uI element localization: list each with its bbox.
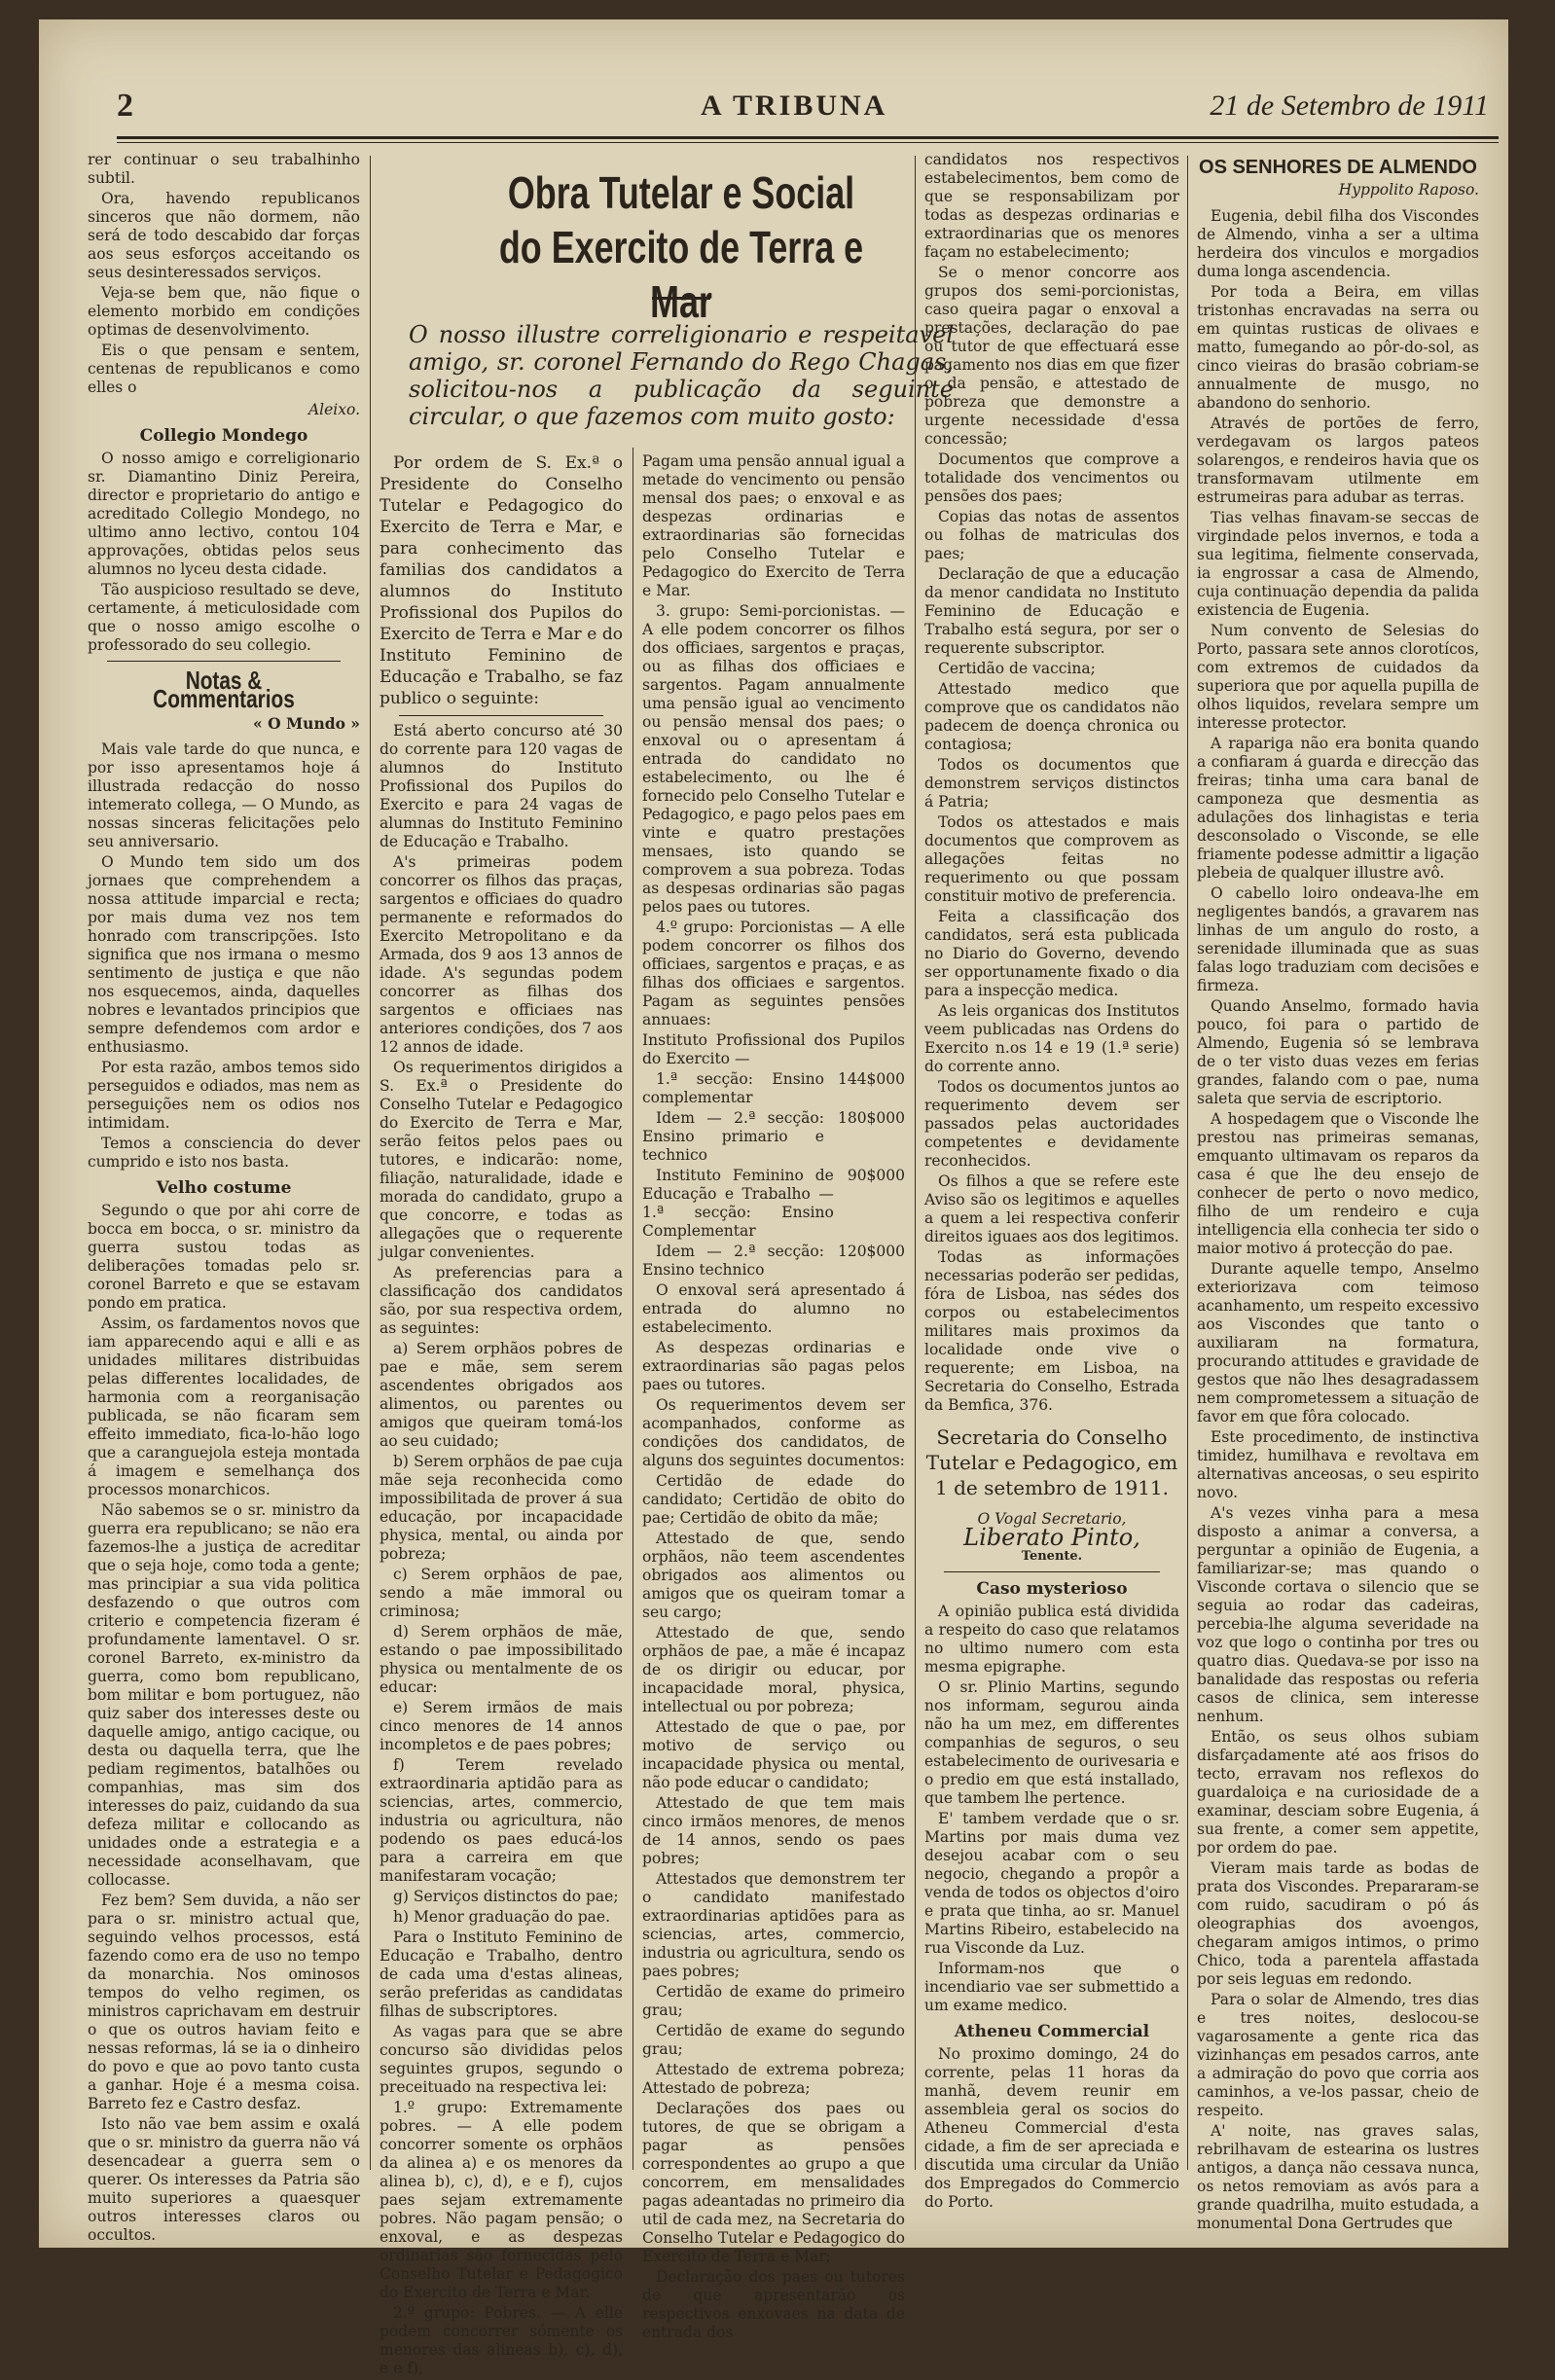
headline-ornament — [652, 297, 710, 300]
paragraph: 3. grupo: Semi-porcionistas. — A elle podem concorrer os filhos dos officiaes, sargentos e praças, ou as filhas dos officiaes e sargentos. Pagam annualmente uma pensão igual ao vencimento ou pensão mensal dos paes; o enxoval ou o apresentam á entrada do candidato no estabelecimento, ou lhe é fornecido pelo Conselho Tutelar e Pedagogico, e pago pelos paes em vinte e quatro prestações mensaes, isto quando se comprovem a sua pobreza. Todas as despesas ordinarias são pagas pelos paes ou tutores. — [642, 602, 905, 916]
author-byline: Hyppolito Raposo. — [1338, 181, 1479, 198]
paragraph: Por ordem de S. Ex.ª o Presidente do Conselho Tutelar e Pedagogico do Exercito de Terra e Mar, e para conhecimento das familias dos candidatos a alumnos do Instituto Profissional dos Pupilos do Exercito de Terra e Mar e do Instituto Feminino de Educação e Trabalho, se faz publico o seguinte: — [380, 453, 623, 708]
paragraph: Durante aquelle tempo, Anselmo exteriorizava com teimoso acanhamento, um respeito excessivo aos Viscondes que tanto o auxiliaram na formatura, procurando attitudes e gravidade de gestos que não lhes desagradassem nem comprometessem a situação de favor em que fôra colocado. — [1197, 1260, 1479, 1425]
paragraph: candidatos nos respectivos estabelecimentos, bem como de que se responsabilizam por todas as despezas ordinarias e extraordinarias que os menores façam no estabelecimento; — [924, 151, 1179, 261]
section-heading: Caso mysterioso — [976, 1579, 1128, 1599]
paragraph: A rapariga não era bonita quando a confiaram á guarda e direcção das freiras; tinha uma cara banal de camponeza que desmentia as adulações dos linhagistas e teria desconsolado o Visconde, se elle friamente podesse admittir a ligação plebeia de qualquer illustre avô. — [1197, 735, 1479, 882]
paragraph: A' noite, nas graves salas, rebrilhavam de estearina os lustres antigos, a dança não cessava nunca, os netos removiam as avós para a grande quadrilha, muito estudada, a monumental Dona Gertrudes que — [1197, 2122, 1479, 2232]
paragraph: A's vezes vinha para a mesa disposto a animar a conversa, a perguntar a opinião de Eugenia, a familiarizar-se; mas quando o Visconde cortava o silencio que se seguia ao rodar das cadeiras, percebia-lhe alguma severidade na voz que logo o continha por tres ou quatro dias. Quedava-se por isso na banalidade das respostas ou referia casos de clinica, sem interesse nenhum. — [1197, 1504, 1479, 1725]
divider — [944, 1571, 1160, 1572]
paragraph: Temos a consciencia do dever cumprido e isto nos basta. — [88, 1135, 360, 1171]
paragraph: As leis organicas dos Institutos veem publicadas nas Ordens do Exercito n.os 14 e 19 (1.ª serie) do corrente anno. — [924, 1002, 1179, 1075]
paragraph: O nosso amigo e correligionario sr. Diamantino Diniz Pereira, director e proprietario do antigo e acreditado Collegio Mondego, no ultimo anno lectivo, contou 104 approvações, obtidas pelos seus alumnos no lyceu desta cidade. — [88, 450, 360, 578]
paragraph: Todos os documentos juntos ao requerimento devem ser passados pelas auctoridades competentes e devidamente reconhecidos. — [924, 1078, 1179, 1170]
paragraph: d) Serem orphãos de mãe, estando o pae impossibilitado physica ou mentalmente de os educar: — [380, 1623, 623, 1696]
paragraph: O enxoval será apresentado á entrada do alumno no estabelecimento. — [642, 1281, 905, 1336]
paragraph: Copias das notas de assentos ou folhas de matriculas dos paes; — [924, 508, 1179, 562]
issue-date: 21 de Setembro de 1911 — [1210, 90, 1489, 122]
paragraph: No proximo domingo, 24 do corrente, pelas 11 horas da manhã, devem reunir em assembleia geral os socios do Atheneu Commercial d'esta cidade, a fim de ser apreciada e discutida uma circular da União dos Empregados do Commercio do Porto. — [924, 2045, 1179, 2211]
paragraph: e) Serem irmãos de mais cinco menores de 14 annos incompletos e de paes pobres; — [380, 1699, 623, 1753]
paragraph: Attestados que demonstrem ter o candidato manifestado extraordinarias aptidões para as sciencias, artes, commercio, industria ou agricultura, sendo os paes pobres; — [642, 1870, 905, 1980]
paragraph: A opinião publica está dividida a respeito do caso que relatamos no ultimo numero com esta mesma epigraphe. — [924, 1603, 1179, 1676]
paragraph: Eugenia, debil filha dos Viscondes de Almendo, vinha a ser a ultima herdeira dos vinculos e morgadios duma longa ascendencia. — [1197, 207, 1479, 280]
paragraph: Attestado de que o pae, por motivo de serviço ou incapacidade physica ou mental, não pode educar o candidato; — [642, 1718, 905, 1791]
paragraph: h) Menor graduação do pae. — [393, 1908, 610, 1926]
column-divider — [370, 156, 371, 2170]
signer-role: O Vogal Secretario, — [977, 1510, 1127, 1528]
headline-line-1: Obra Tutelar e Social — [507, 167, 855, 218]
paragraph: 2.º grupo: Pobres. — A elle podem concorrer sómente os menores das alineas b), c), d), e e f), — [380, 2304, 623, 2377]
pension-row: Instituto Feminino de Educação e Trabalho — 1.ª secção: Ensino Complementar 90$000 — [642, 1167, 905, 1240]
paragraph: Este procedimento, de instinctiva timidez, humilhava e revoltava em alternativas anceosas, o seu espirito novo. — [1197, 1428, 1479, 1501]
paragraph: Ora, havendo republicanos sinceros que não dormem, não será de todo descabido dar forças aos seus esforços acceitando os seus desinteressados serviços. — [88, 190, 360, 281]
paragraph: Attestado medico que comprove que os candidatos não padecem de doença chronica ou contagiosa; — [924, 680, 1179, 753]
feuilleton-title: OS SENHORES DE ALMENDO — [1199, 157, 1477, 178]
paragraph: As despezas ordinarias e extraordinarias são pagas pelos paes ou tutores. — [642, 1339, 905, 1393]
paragraph: b) Serem orphãos de pae cuja mãe seja reconhecida como impossibilitada de prover á sua educação, por incapacidade physica, mental, ou ainda por pobreza; — [380, 1453, 623, 1563]
paragraph: Se o menor concorre aos grupos dos semi-porcionistas, caso queira pagar o enxoval a prestações, declaração do pae ou tutor de que effectuará esse pagamento nos dias em que fizer o da pensão, e attestado de pobreza que demonstre a urgente necessidade d'essa concessão; — [924, 264, 1179, 448]
masthead-rule-thin — [117, 142, 1499, 143]
paragraph: a) Serem orphãos pobres de pae e mãe, sem serem ascendentes obrigados aos alimentos, ou parentes ou amigos que queiram tomá-los ao seu cuidado; — [380, 1340, 623, 1450]
paragraph: f) Terem revelado extraordinaria aptidão para as sciencias, artes, commercio, industria ou agricultura, não podendo os paes educá-los para a carreira em que manifestaram vocação; — [380, 1756, 623, 1885]
paragraph: Informam-nos que o incendiario vae ser submettido a um exame medico. — [924, 1960, 1179, 2014]
paragraph: Tias velhas finavam-se seccas de virgindade pelos invernos, e toda a sua legitima, fielmente conservada, ia engrossar a casa de Almendo, cuja continuação dependia da palida existencia de Eugenia. — [1197, 509, 1479, 619]
headline-intro: O nosso illustre correligionario e respeitavel amigo, sr. coronel Fernando do Rego Chagas, solicitou-nos a publicação da seguinte circular, o que fazemos com muito gosto: — [409, 321, 954, 430]
paragraph: Isto não vae bem assim e oxalá que o sr. ministro da guerra não vá desencadear a guerra sem o querer. Os interesses da Patria são muito superiores a quaesquer outros interesses claros ou occultos. — [88, 2115, 360, 2244]
paragraph: Certidão de exame do segundo grau; — [642, 2022, 905, 2058]
divider — [399, 715, 603, 716]
paragraph: Os requerimentos devem ser acompanhados, conforme as condições dos candidatos, de alguns dos seguintes documentos: — [642, 1396, 905, 1469]
newspaper-page — [39, 19, 1508, 2377]
masthead-rule — [117, 136, 1499, 139]
paragraph: Certidão de vaccina; — [938, 660, 1096, 677]
paragraph: 4.º grupo: Porcionistas — A elle podem concorrer os filhos dos officiaes, sargentos e praças, e as filhas dos officiaes e sargentos. Pagam as seguintes pensões annuaes: — [642, 919, 905, 1028]
section-title: Notas & Commentarios — [153, 666, 295, 713]
newspaper-title: A TRIBUNA — [701, 90, 888, 122]
paragraph: Todas as informações necessarias poderão ser pedidas, fóra de Lisboa, nas sédes dos corpos ou estabelecimentos militares mais proximos da localidade onde vive o requerente; em Lisboa, na Secretaria do Conselho, Estrada da Bemfica, 376. — [924, 1248, 1179, 1414]
paragraph: g) Serviços distinctos do pae; — [393, 1888, 619, 1905]
paragraph: Certidão de edade do candidato; Certidão de obito do pae; Certidão de obito da mãe; — [642, 1472, 905, 1527]
paragraph: Eis o que pensam e sentem, centenas de republicanos e como elles o — [88, 342, 360, 396]
paragraph: Todos os documentos que demonstrem serviços distinctos á Patria; — [924, 756, 1179, 811]
paragraph: Attestado de que, sendo orphãos de pae, a mãe é incapaz de os dirigir ou educar, por incapacidade moral, physica, intellectual ou por pobreza; — [642, 1624, 905, 1715]
paragraph: Pagam uma pensão annual igual a metade do vencimento ou pensão mensal dos paes; o enxoval e as despezas ordinarias e extraordinarias são fornecidas pelo Conselho Tutelar e Pedagogico do Exercito de Terra e Mar. — [642, 452, 905, 599]
paragraph: O Mundo tem sido um dos jornaes que comprehendem a nossa attitude imparcial e recta; por mais duma vez nos tem honrado com transcripções. Isto significa que nos irmana o mesmo sentimento de justiça e que não nos esquecemos, ainda, daquelles nobres e levantados principios que sempre defendemos com ardor e enthusiasmo. — [88, 853, 360, 1056]
paragraph: Attestado de que tem mais cinco irmãos menores, de menos de 14 annos, sendo os paes pobres; — [642, 1794, 905, 1867]
paragraph: Certidão de exame do primeiro grau; — [642, 1983, 905, 2019]
headline-line-2: do Exercito de Terra e Mar — [498, 222, 864, 327]
paragraph: Tão auspicioso resultado se deve, certamente, á meticulosidade com que o nosso amigo escolhe o professorado do seu collegio. — [88, 581, 360, 654]
column-1 — [88, 151, 360, 2247]
paragraph: Através de portões de ferro, verdegavam os largos pateos solarengos, e rendeiros havia que os transformavam utilmente em estrumeiras para adubar as terras. — [1197, 415, 1479, 506]
paragraph: Attestado de que, sendo orphãos, não teem ascendentes obrigados aos alimentos ou amigos que os queiram tomar a seu cargo; — [642, 1530, 905, 1621]
paragraph: As preferencias para a classificação dos candidatos são, por sua respectiva ordem, as seguintes: — [380, 1264, 623, 1337]
paragraph: Vieram mais tarde as bodas de prata dos Viscondes. Prepararam-se com ruido, sacudiram o pó ás oleographias dos avoengos, chegaram amigos intimos, o primo Chico, toda a parentela affastada por seis leguas em redondo. — [1197, 1859, 1479, 1988]
pension-table-heading: Instituto Profissional dos Pupilos do Exercito — — [642, 1031, 905, 1067]
signer-name: Liberato Pinto, — [963, 1524, 1140, 1551]
pension-row: Idem — 2.ª secção: Ensino primario e technico 180$000 — [642, 1109, 905, 1164]
paragraph: Por esta razão, ambos temos sido perseguidos e odiados, mas nem as perseguições nem os odios nos intimidam. — [88, 1059, 360, 1132]
paragraph: Documentos que comprove a totalidade dos vencimentos ou pensões dos paes; — [924, 451, 1179, 505]
paragraph: rer continuar o seu trabalhinho subtil. — [88, 151, 360, 187]
paragraph: As vagas para que se abre concurso são divididas pelos seguintes grupos, segundo o preceituado na respectiva lei: — [380, 2023, 623, 2096]
masthead — [117, 88, 1489, 136]
paragraph: 1.º grupo: Extremamente pobres. — A elle podem concorrer somente os orphãos da alinea a) e os menores da alinea b), c), d), e e f), cujos paes sejam extremamente pobres. Não pagam pensão; o enxoval, e as despezas ordinarias são fornecidas pelo Conselho Tutelar e Pedagogico do Exercito de Terra e Mar. — [380, 2099, 623, 2301]
paragraph: A's primeiras podem concorrer os filhos das praças, sargentos e officiaes do quadro permanente e reformados do Exercito Metropolitano e da Armada, dos 9 aos 13 annos de idade. A's segundas podem concorrer as filhas dos sargentos e officiaes nas anteriores condições, dos 7 aos 12 annos de idade. — [380, 853, 623, 1056]
paragraph: c) Serem orphãos de pae, sendo a mãe immoral ou criminosa; — [380, 1566, 623, 1620]
paragraph: Os filhos a que se refere este Aviso são os legitimos e aquelles a quem a lei respectiva conferir direitos iguaes aos dos legitimos. — [924, 1172, 1179, 1245]
paragraph: Assim, os fardamentos novos que iam apparecendo aqui e alli e as unidades militares distribuidas pelas differentes localidades, de harmonia com a reorganisação publicada, se não ficaram sem effeito immediato, fica-lo-hão logo que a caranguejola esteja montada á imagem e semelhança dos processos monarchicos. — [88, 1315, 360, 1498]
paragraph: Então, os seus olhos subiam disfarçadamente até aos frisos do tecto, erravam nos reflexos do guardaloiça e na curiosidade de a examinar, desciam sobre Eugenia, á sua frente, a comer sem appetite, por ordem do pae. — [1197, 1728, 1479, 1857]
signer-rank: Tenente. — [1021, 1549, 1083, 1564]
paragraph: Declaração dos paes ou tutores de que apresentarão os respectivos enxovaes na data de entrada dos — [642, 2268, 905, 2341]
column-divider — [915, 156, 916, 2170]
paragraph: Não sabemos se o sr. ministro da guerra era republicano; se não era fazemos-lhe a justiça de acreditar que o seja hoje, como toda a gente; mas principiar a sua vida politica desfazendo o que outros com criterio e competencia fizeram é profundamente lamentavel. O sr. coronel Barreto, ex-ministro da guerra, como bom republicano, bom militar e bom portuguez, não quiz saber dos interesses deste ou daquelle amigo, antigo cacique, ou desta ou daquella terra, que lhe pediam regimentos, batalhões ou companhias, mas sim dos interesses do paiz, cuidando da sua defeza militar e collocando as unidades onde a estrategia e a necessidade aconselhavam, que collocasse. — [88, 1501, 360, 1889]
column-5 — [1197, 151, 1479, 2235]
paragraph: Veja-se bem que, não fique o elemento morbido em condições optimas de desenvolvimento. — [88, 284, 360, 339]
paragraph: Para o solar de Almendo, tres dias e tres noites, deslocou-se vagarosamente a gente rica das vizinhanças em pesados carros, ante a admiração do povo que corria aos caminhos, a ve-los passar, cheio de respeito. — [1197, 1991, 1479, 2119]
paragraph: Feita a classificação dos candidatos, será esta publicada no Diario do Governo, devendo ser opportunamente fixado o dia para a inspecção medica. — [924, 908, 1179, 999]
section-heading: Atheneu Commercial — [954, 2022, 1150, 2041]
column-3 — [642, 452, 905, 2344]
column-4 — [924, 151, 1179, 2214]
paragraph: O cabello loiro ondeava-lhe em negligentes bandós, a gravarem nas linhas de um angulo do rosto, a serenidade illuminada que as suas falas logo traduziam com decisões e firmeza. — [1197, 884, 1479, 994]
subheading: « O Mundo » — [253, 714, 360, 733]
paragraph: Fez bem? Sem duvida, a não ser para o sr. ministro actual que, seguindo velhos processos, está fazendo como era de uso no tempo da monarchia. Nos ominosos tempos do velho regimen, os ministros caprichavam em destruir o que os outros haviam feito e nessas reformas, lá se ia o dinheiro do povo e que ao povo tanto custa a ganhar. Hoje é a mesma coisa. Barreto fez e Castro desfaz. — [88, 1892, 360, 2112]
section-heading: Velho costume — [156, 1178, 292, 1198]
signature: Aleixo. — [307, 401, 360, 418]
paragraph: Attestado de extrema pobreza; Attestado de pobreza; — [642, 2061, 905, 2097]
paragraph: Está aberto concurso até 30 do corrente para 120 vagas de alumnos do Instituto Profissional dos Pupilos do Exercito e para 24 vagas de alumnas do Instituto Feminino de Educação e Trabalho. — [380, 722, 623, 850]
paragraph: Mais vale tarde do que nunca, e por isso apresentamos hoje á illustrada redacção do nosso intemerato collega, — O Mundo, as nossas sinceras felicitações pelo seu anniversario. — [88, 740, 360, 850]
paragraph: Segundo o que por ahi corre de bocca em bocca, o sr. ministro da guerra sustou todas as deliberações tomadas pelo sr. coronel Barreto e que se estavam pondo em pratica. — [88, 1202, 360, 1312]
column-2 — [380, 452, 623, 2380]
main-headline — [469, 165, 894, 329]
divider — [107, 661, 341, 662]
paragraph: Num convento de Selesias do Porto, passara sete annos clorotícos, com extremos de cuidados da superiora que por aquella pupilla de olhos liquidos, revelara sempre um interesse protector. — [1197, 622, 1479, 732]
paragraph: Quando Anselmo, formado havia pouco, foi para o partido de Almendo, Eugenia só se lembrava de o ter visto duas vezes em ferias grandes, falando com o pae, numa saleta que servia de escriptorio. — [1197, 997, 1479, 1107]
closing-statement: Secretaria do Conselho Tutelar e Pedagogico, em 1 de setembro de 1911. — [925, 1425, 1178, 1499]
paragraph: E' tambem verdade que o sr. Martins por mais duma vez desejou acabar com o seu negocio, chegando a propôr a venda de todos os objectos d'oiro e prata que tinha, ao sr. Manuel Martins Ribeiro, estabelecido na rua Visconde da Luz. — [924, 1810, 1179, 1957]
paragraph: Declaração de que a educação da menor candidata no Instituto Feminino de Educação e Trabalho está segura, por ser o requerente subscriptor. — [924, 565, 1179, 657]
paragraph: Todos os attestados e mais documentos que comprovem as allegações feitas no requerimento ou que possam constituir motivo de preferencia. — [924, 813, 1179, 905]
pension-row: Idem — 2.ª secção: Ensino technico 120$000 — [642, 1243, 905, 1279]
paragraph: Por toda a Beira, em villas tristonhas encravadas na serra ou em quintas rusticas de olivaes e matto, fumegando ao pôr-do-sol, as cinco vieiras do brasão cobriam-se annualmente de musgo, no abandono do senhorio. — [1197, 283, 1479, 412]
paragraph: O sr. Plinio Martins, segundo nos informam, segurou ainda não ha um mez, em differentes companhias de seguros, o seu estabelecimento de ourivesaria e o predio em que está installado, que tambem lhe pertence. — [924, 1678, 1179, 1807]
section-heading: Collegio Mondego — [139, 426, 308, 446]
column-divider — [1187, 156, 1188, 2170]
paragraph: A hospedagem que o Visconde lhe prestou nas primeiras semanas, emquanto ultimavam os reparos da casa é que lhe deu ensejo de conhecer de perto o novo medico, filho de um rendeiro e cuja intelligencia ella conhecia ter sido o maior motivo á protecção do pae. — [1197, 1110, 1479, 1257]
paragraph: Para o Instituto Feminino de Educação e Trabalho, dentro de cada uma d'estas alineas, serão preferidas as candidatas filhas de subscriptores. — [380, 1929, 623, 2020]
page-number: 2 — [117, 88, 133, 124]
pension-row: 1.ª secção: Ensino complementar 144$000 — [642, 1070, 905, 1106]
paragraph: Declarações dos paes ou tutores, de que se obrigam a pagar as pensões correspondentes ao grupo a que concorrem, em mensalidades pagas adeantadas no primeiro dia util de cada mez, na Secretaria do Conselho Tutelar e Pedagogico do Exercito de Terra e Mar; — [642, 2100, 905, 2265]
paragraph: Os requerimentos dirigidos a S. Ex.ª o Presidente do Conselho Tutelar e Pedagogico do Exercito de Terra e Mar, serão feitos pelos paes ou tutores, e indicarão: nome, filiação, naturalidade, idade e morada do candidato, grupo a que concorre, e todas as allegações que o requerente julgar convenientes. — [380, 1059, 623, 1261]
